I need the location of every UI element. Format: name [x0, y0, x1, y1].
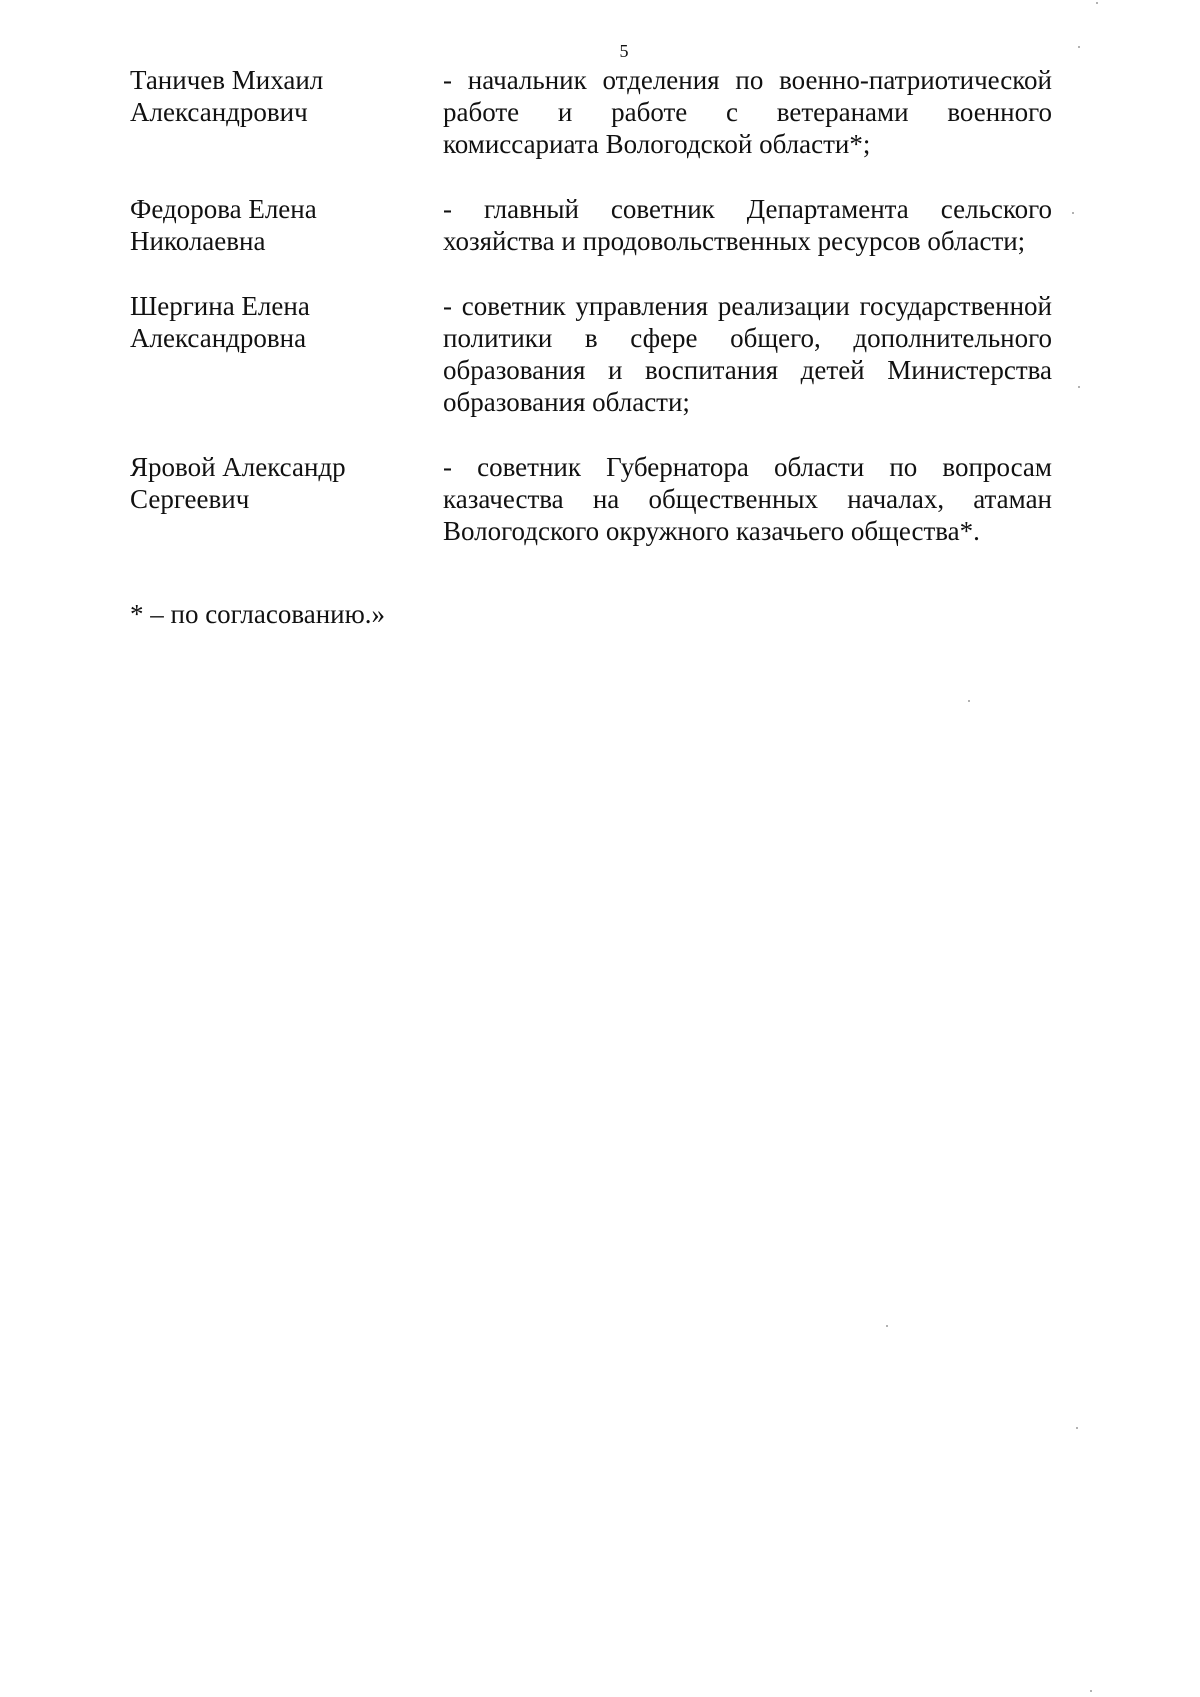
scan-speck [968, 700, 970, 702]
member-position: - главный советник Департамента сельского хозяйства и продовольственных ресурсов области; [443, 194, 1052, 256]
member-position: - советник управления реализации государственной политики в сфере общего, дополнительного образования и воспитания детей Министерства образования области; [443, 291, 1052, 417]
member-entry [130, 64, 1052, 160]
member-entry [130, 193, 1052, 257]
page-number: 5 [619, 41, 629, 61]
scan-speck [1076, 1427, 1078, 1429]
member-name: Шергина Елена Александровна [130, 291, 310, 353]
member-entry [130, 451, 1052, 547]
scan-speck [1096, 2, 1098, 4]
member-position: - начальник отделения по военно-патриотической работе и работе с ветеранами военного комиссариата Вологодской области*; [443, 65, 1052, 159]
scan-speck [1090, 1690, 1092, 1692]
member-entry [130, 290, 1052, 418]
member-position: - советник Губернатора области по вопросам казачества на общественных началах, атаман Вологодского окружного казачьего общества*. [443, 452, 1052, 546]
footnote: * – по согласованию.» [130, 599, 386, 629]
scan-speck [1078, 386, 1080, 388]
member-name: Яровой Александр Сергеевич [130, 452, 346, 514]
member-name: Федорова Елена Николаевна [130, 194, 317, 256]
scan-speck [1078, 46, 1080, 48]
scan-speck [1072, 212, 1074, 214]
member-list [130, 64, 1052, 547]
scan-speck [886, 1325, 888, 1327]
member-name: Таничев Михаил Александрович [130, 65, 324, 127]
